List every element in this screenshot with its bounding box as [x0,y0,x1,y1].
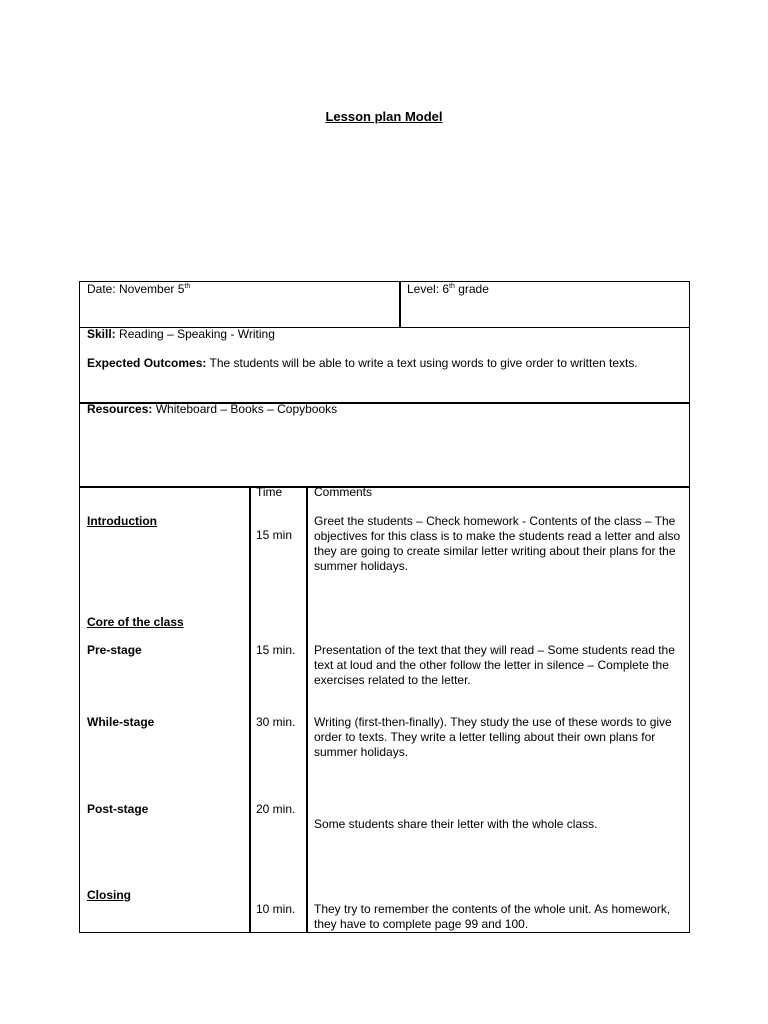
comment-pre: Presentation of the text that they will read – Some students read the text at loud and the other follow the letter in silence – Complete the exercises related to the letter. [314,643,675,687]
stage-core: Core of the class [87,615,184,629]
skill-line [87,327,275,342]
comment-introduction: Greet the students – Check homework - Contents of the class – The objectives for this class is to make the students read a letter and also they are going to create similar letter writing about their plans for the summer holidays. [314,514,681,573]
level-suffix: th [449,283,455,290]
level-grade: grade [454,282,489,296]
level-label: Level: 6 [407,282,450,296]
time-pre: 15 min. [256,643,296,657]
time-post: 20 min. [256,802,296,816]
comments-header: Comments [314,485,373,499]
level-cell [407,282,489,297]
comment-while: Writing (first-then-finally). They study the use of these words to give order to texts. They write a letter telling about their own plans for summer holidays. [314,715,672,759]
resources-value: Whiteboard – Books – Copybooks [152,402,338,416]
resources-label: Resources: [87,402,153,416]
date-label: Date: November 5 [87,282,185,296]
stage-introduction: Introduction [87,514,157,528]
comment-post: Some students share their letter with the whole class. [314,817,598,831]
stage-while: While-stage [87,715,155,729]
outcomes-value: The students will be able to write a text using words to give order to written texts. [206,356,638,370]
outcomes-line [87,356,638,371]
stage-pre: Pre-stage [87,643,142,657]
date-suffix: th [184,283,191,290]
stage-closing: Closing [87,888,131,902]
skill-label: Skill: [87,327,116,341]
comment-closing: They try to remember the contents of the whole unit. As homework, they have to complete page 99 and 100. [314,902,671,931]
outcomes-label: Expected Outcomes: [87,356,207,370]
date-cell [87,282,190,297]
stage-post: Post-stage [87,802,149,816]
time-while: 30 min. [256,715,296,729]
time-introduction: 15 min [256,528,293,542]
page-title: Lesson plan Model [325,109,443,124]
resources-line [87,402,337,417]
time-closing: 10 min. [256,902,296,916]
skill-value: Reading – Speaking - Writing [115,327,275,341]
time-header: Time [256,485,283,499]
